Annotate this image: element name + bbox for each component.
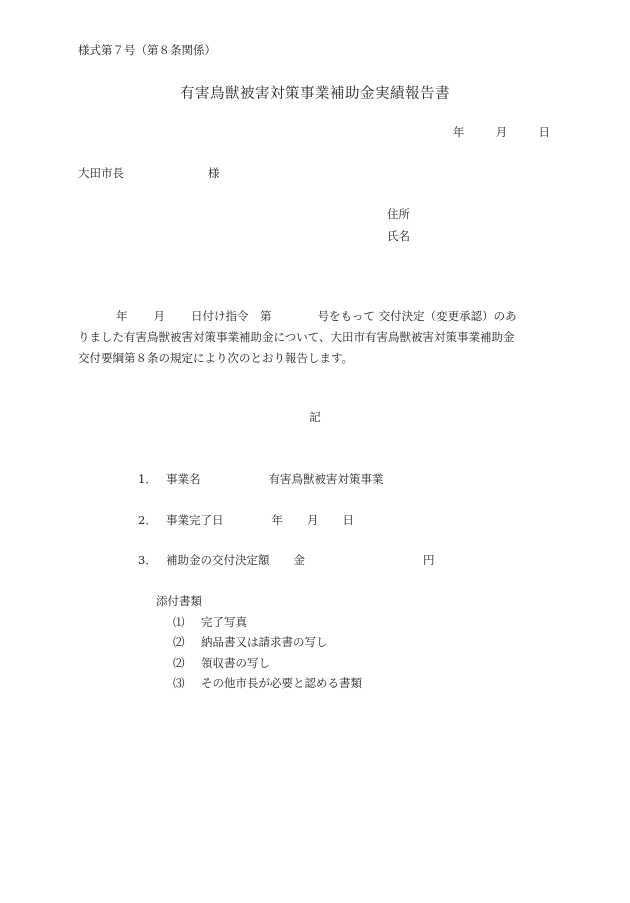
item-value: 有害鳥獣被害対策事業 [268, 472, 384, 486]
body-month: 月 [153, 309, 165, 323]
item-year: 年 [271, 513, 283, 527]
date-month-label: 月 [495, 125, 508, 139]
date-line [453, 124, 550, 140]
attachment-text: その他市長が必要と認める書類 [201, 676, 362, 690]
ki-heading: 記 [309, 410, 321, 424]
attachment-text: 完了写真 [201, 615, 247, 629]
attachment-number: ⑵ [173, 656, 185, 670]
attachment-item [173, 634, 328, 650]
attachment-number: ⑵ [173, 635, 185, 649]
body-line-3: 交付要綱第８条の規定により次のとおり報告します。 [78, 351, 354, 365]
item-project-name [138, 471, 384, 487]
body-line-2: りました有害鳥獣被害対策事業補助金について、大田市有害鳥獣被害対策事業補助金 [78, 330, 515, 344]
attachment-number: ⑴ [173, 615, 185, 629]
applicant-name-label: 氏名 [387, 229, 410, 243]
item-label: 補助金の交付決定額 [166, 553, 270, 567]
item-label: 事業完了日 [166, 513, 224, 527]
attachment-text: 納品書又は請求書の写し [201, 635, 328, 649]
date-day-label: 日 [538, 125, 550, 139]
item-grant-amount [138, 552, 435, 568]
date-year-label: 年 [452, 125, 465, 139]
item-number: 3． [138, 553, 157, 567]
item-completion-date [138, 512, 354, 528]
item-month: 月 [307, 513, 319, 527]
attachment-number: ⑶ [173, 676, 185, 690]
item-number: 1． [138, 472, 157, 486]
body-line-1 [78, 306, 517, 327]
item-number: 2． [138, 513, 157, 527]
body-line1-rest: 号をもって 交付決定（変更承認）のあ [317, 309, 517, 323]
form-number: 様式第７号（第８条関係） [78, 43, 216, 57]
body-directive: 日付け指令 第 [191, 309, 272, 323]
applicant-address-label: 住所 [387, 207, 410, 221]
body-year: 年 [116, 309, 128, 323]
attachment-item [173, 675, 362, 691]
attachment-item [173, 614, 247, 630]
item-unit: 円 [423, 553, 435, 567]
document-title: 有害鳥獣被害対策事業補助金実績報告書 [180, 86, 450, 102]
item-label: 事業名 [166, 472, 201, 486]
recipient-name: 大田市長 [78, 166, 124, 180]
recipient [78, 165, 220, 181]
recipient-honorific: 様 [208, 166, 220, 180]
attachment-text: 領収書の写し [201, 656, 270, 670]
item-prefix: 金 [293, 553, 305, 567]
report-body [78, 306, 517, 369]
item-day: 日 [342, 513, 354, 527]
attachments-heading: 添付書類 [156, 594, 202, 608]
attachment-item [173, 655, 270, 671]
